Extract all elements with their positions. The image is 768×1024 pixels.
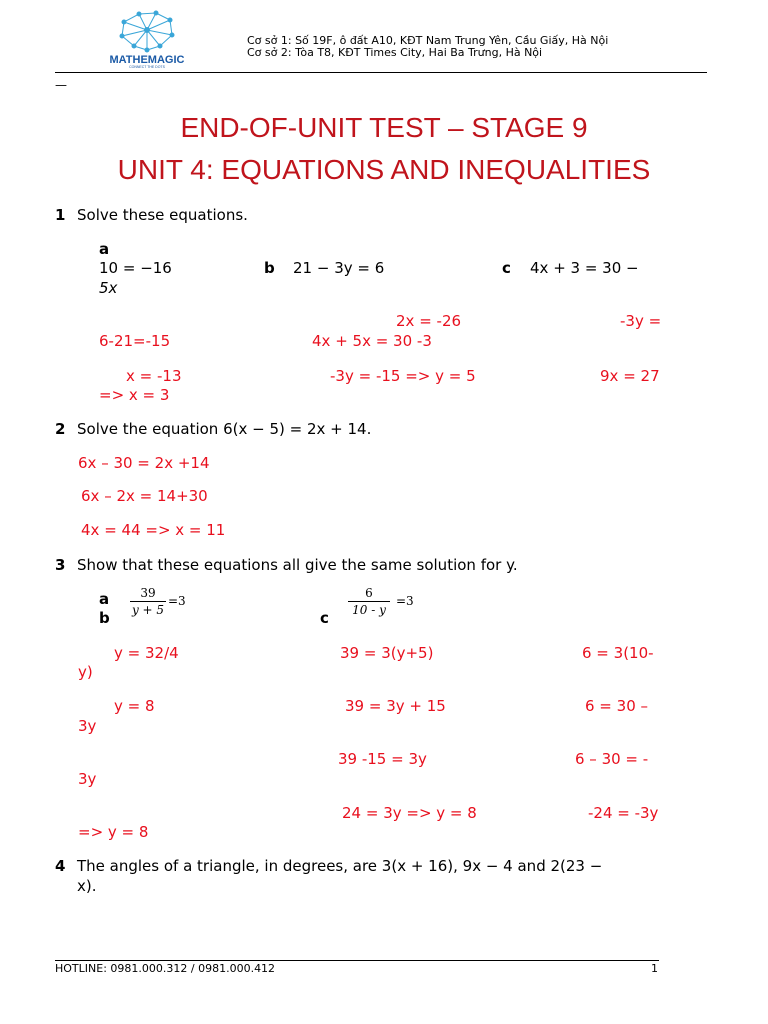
title-line-1: END-OF-UNIT TEST – STAGE 9 — [180, 112, 588, 143]
q2-answer-line: 4x = 44 => x = 11 — [81, 521, 226, 539]
q1-answer-line: 2x = -26 — [396, 312, 462, 330]
footer-rule — [55, 960, 659, 961]
q3-fraction-c — [348, 586, 414, 617]
header-stray-dash: — — [55, 78, 67, 92]
q2-number: 2 — [55, 420, 66, 438]
q3-answer-line: 39 -15 = 3y — [338, 750, 427, 768]
q1-a-equation-cont: 5x — [99, 279, 118, 297]
q3-answer-line: 6 = 30 – — [585, 697, 649, 715]
q1-number: 1 — [55, 206, 66, 224]
q3-c-label: c — [320, 609, 329, 627]
q1-answer-line: -3y = — [620, 312, 662, 330]
q3-answer-line: 39 = 3y + 15 — [345, 697, 446, 715]
brand-name: MATHEMAGIC — [109, 54, 185, 66]
q3-answer-line: 39 = 3(y+5) — [340, 644, 434, 662]
q1-answer-line: -3y = -15 => y = 5 — [330, 367, 476, 385]
q2-text: Solve the equation 6(x − 5) = 2x + 14. — [77, 420, 372, 438]
q1-answer-line: x = -13 — [126, 367, 182, 385]
q3-answer-line: -24 = -3y — [588, 804, 659, 822]
q3-answer-line: y = 32/4 — [114, 644, 179, 662]
fraction-rhs: =3 — [396, 594, 414, 608]
q3-number: 3 — [55, 556, 66, 574]
q1-c-equation: 4x + 3 = 30 − — [530, 259, 639, 277]
q1-a-label: a — [99, 240, 110, 258]
fraction-denominator: 10 - y — [352, 603, 386, 617]
mathemagic-logo — [104, 8, 190, 68]
brand-tagline: CONNECT THE DOTS — [129, 65, 165, 68]
q3-a-label: a — [99, 590, 110, 608]
q3-answer-line: 3y — [78, 717, 97, 735]
fraction-denominator: y + 5 — [131, 603, 165, 617]
q1-text: Solve these equations. — [77, 206, 248, 224]
q3-fraction-a — [130, 586, 186, 617]
fraction-numerator: 39 — [140, 586, 156, 600]
q1-answer-line: => x = 3 — [99, 386, 170, 404]
footer-hotline: HOTLINE: 0981.000.312 / 0981.000.412 — [55, 962, 276, 975]
fraction-rhs: =3 — [168, 594, 186, 608]
q1-b-equation: 21 − 3y = 6 — [293, 259, 385, 277]
q1-a-equation: 10 = −16 — [99, 259, 172, 277]
address-line-2: Cơ sở 2: Tòa T8, KĐT Times City, Hai Ba Trưng, Hà Nội — [247, 46, 543, 59]
q3-answer-line: 6 = 3(10- — [582, 644, 654, 662]
q1-c-label: c — [502, 259, 511, 277]
header-rule — [55, 72, 707, 73]
q2-answer-line: 6x – 30 = 2x +14 — [78, 454, 210, 472]
q3-b-label: b — [99, 609, 110, 627]
address-line-1: Cơ sở 1: Số 19F, ô đất A10, KĐT Nam Trung Yên, Cầu Giấy, Hà Nội — [247, 34, 609, 47]
q4-text: The angles of a triangle, in degrees, are 3(x + 16), 9x − 4 and 2(23 − — [77, 857, 603, 875]
q3-text: Show that these equations all give the same solution for y. — [77, 556, 518, 574]
q2-answer-line: 6x – 2x = 14+30 — [81, 487, 208, 505]
fraction-bar — [348, 601, 390, 602]
fraction-bar — [130, 601, 166, 602]
q1-answer-line: 4x + 5x = 30 -3 — [312, 332, 432, 350]
q4-text-cont: x). — [77, 877, 97, 895]
q3-answer-line: => y = 8 — [78, 823, 149, 841]
page-number: 1 — [651, 962, 658, 975]
title-line-2: UNIT 4: EQUATIONS AND INEQUALITIES — [117, 154, 651, 185]
q3-answer-line: y = 8 — [114, 697, 155, 715]
fraction-numerator: 6 — [365, 586, 373, 600]
q1-answer-line: 6-21=-15 — [99, 332, 171, 350]
q3-answer-line: y) — [78, 663, 93, 681]
q4-number: 4 — [55, 857, 66, 875]
q3-answer-line: 6 – 30 = - — [575, 750, 649, 768]
q1-b-label: b — [264, 259, 275, 277]
q3-answer-line: 3y — [78, 770, 97, 788]
q3-answer-line: 24 = 3y => y = 8 — [342, 804, 477, 822]
q1-answer-line: 9x = 27 — [600, 367, 660, 385]
